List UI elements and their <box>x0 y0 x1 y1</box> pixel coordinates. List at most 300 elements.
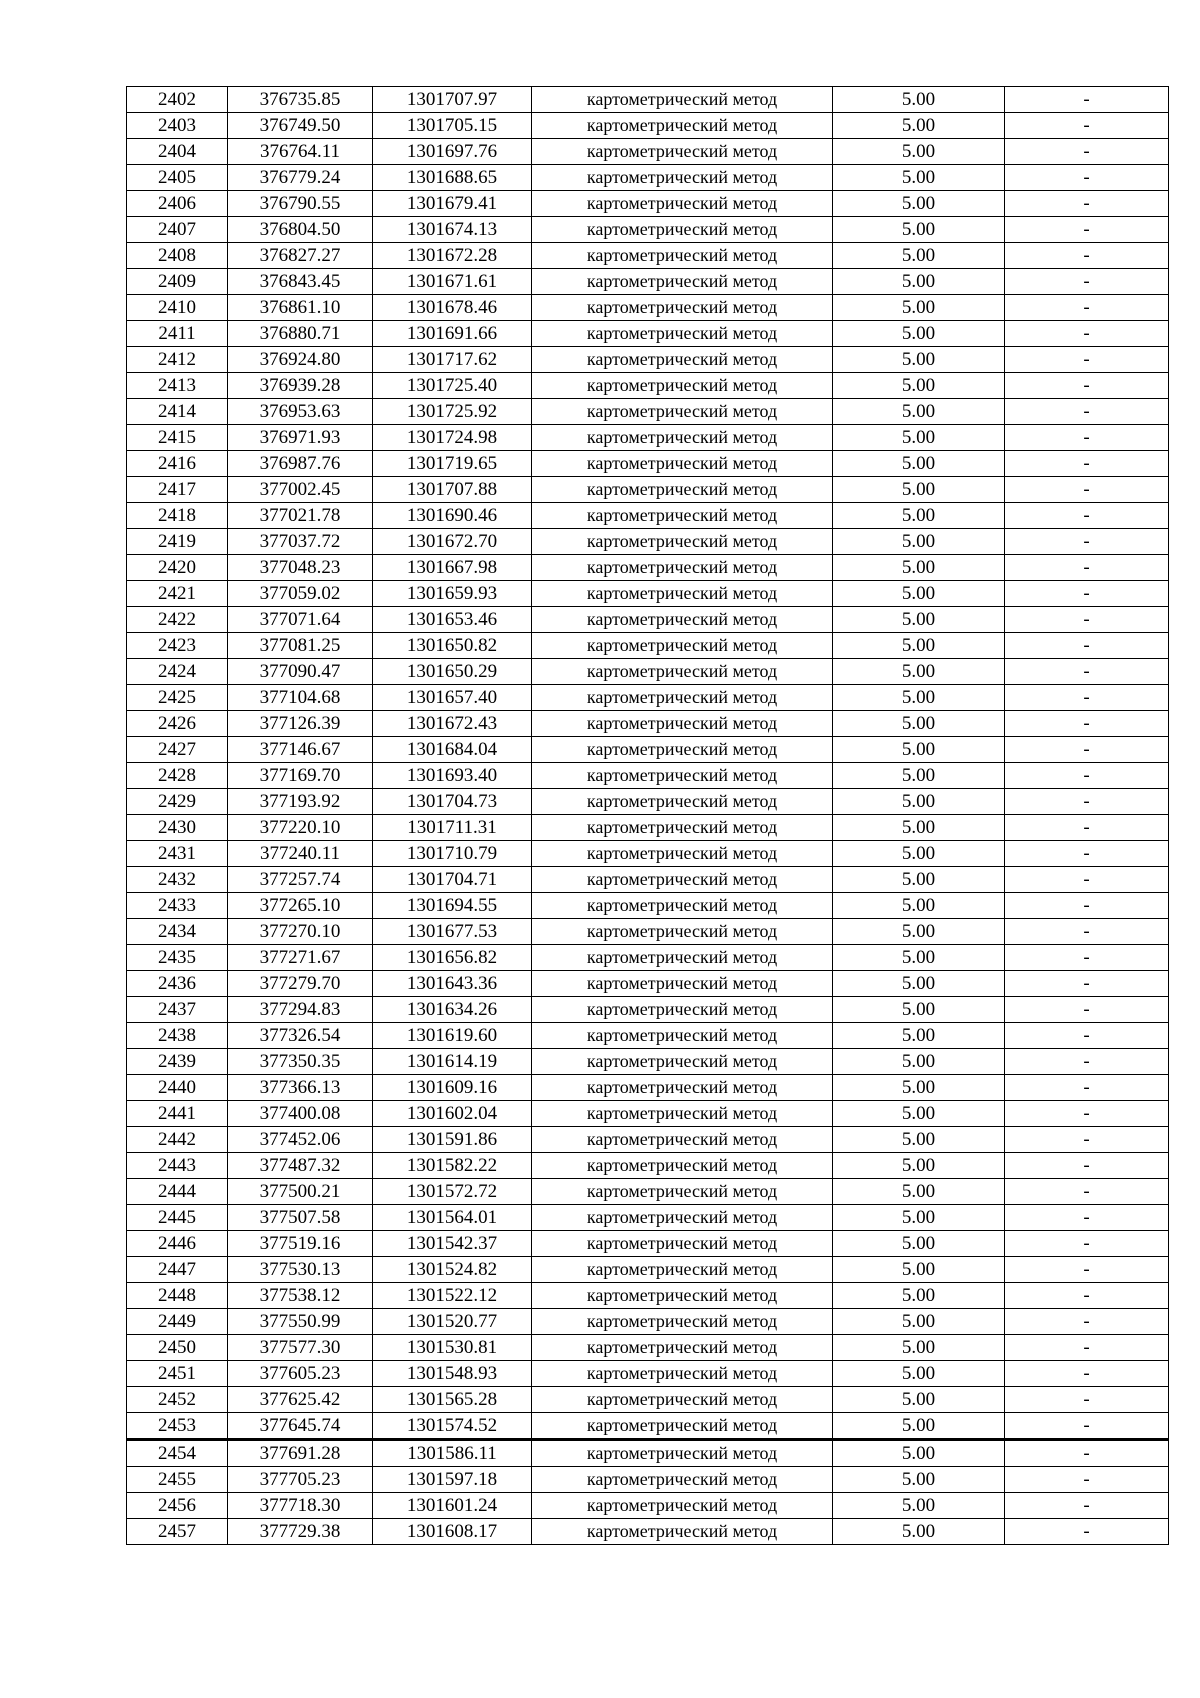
table-row <box>127 451 1169 477</box>
method-cell: картометрический метод <box>532 1231 833 1257</box>
y-coordinate-cell: 1301725.92 <box>373 399 532 425</box>
description-cell: - <box>1005 321 1169 347</box>
table-row <box>127 1413 1169 1440</box>
description-cell: - <box>1005 1361 1169 1387</box>
y-coordinate-cell: 1301725.40 <box>373 373 532 399</box>
description-cell: - <box>1005 919 1169 945</box>
x-coordinate-cell: 376843.45 <box>228 269 373 295</box>
y-coordinate-cell: 1301614.19 <box>373 1049 532 1075</box>
point-number-cell: 2408 <box>127 243 228 269</box>
x-coordinate-cell: 377270.10 <box>228 919 373 945</box>
y-coordinate-cell: 1301520.77 <box>373 1309 532 1335</box>
accuracy-cell: 5.00 <box>833 1257 1005 1283</box>
method-cell: картометрический метод <box>532 555 833 581</box>
table-row <box>127 87 1169 113</box>
x-coordinate-cell: 377605.23 <box>228 1361 373 1387</box>
x-coordinate-cell: 376735.85 <box>228 87 373 113</box>
description-cell: - <box>1005 1049 1169 1075</box>
y-coordinate-cell: 1301705.15 <box>373 113 532 139</box>
x-coordinate-cell: 377240.11 <box>228 841 373 867</box>
x-coordinate-cell: 377090.47 <box>228 659 373 685</box>
method-cell: картометрический метод <box>532 841 833 867</box>
method-cell: картометрический метод <box>532 295 833 321</box>
table-row <box>127 815 1169 841</box>
x-coordinate-cell: 376880.71 <box>228 321 373 347</box>
accuracy-cell: 5.00 <box>833 87 1005 113</box>
point-number-cell: 2434 <box>127 919 228 945</box>
point-number-cell: 2440 <box>127 1075 228 1101</box>
description-cell: - <box>1005 1153 1169 1179</box>
description-cell: - <box>1005 633 1169 659</box>
x-coordinate-cell: 377625.42 <box>228 1387 373 1413</box>
x-coordinate-cell: 377519.16 <box>228 1231 373 1257</box>
description-cell: - <box>1005 217 1169 243</box>
method-cell: картометрический метод <box>532 1440 833 1467</box>
table-row <box>127 1283 1169 1309</box>
point-number-cell: 2409 <box>127 269 228 295</box>
method-cell: картометрический метод <box>532 1075 833 1101</box>
method-cell: картометрический метод <box>532 971 833 997</box>
point-number-cell: 2415 <box>127 425 228 451</box>
x-coordinate-cell: 377169.70 <box>228 763 373 789</box>
description-cell: - <box>1005 555 1169 581</box>
y-coordinate-cell: 1301677.53 <box>373 919 532 945</box>
point-number-cell: 2442 <box>127 1127 228 1153</box>
accuracy-cell: 5.00 <box>833 633 1005 659</box>
description-cell: - <box>1005 867 1169 893</box>
method-cell: картометрический метод <box>532 1361 833 1387</box>
table-row <box>127 529 1169 555</box>
y-coordinate-cell: 1301710.79 <box>373 841 532 867</box>
table-row <box>127 945 1169 971</box>
method-cell: картометрический метод <box>532 945 833 971</box>
table-row <box>127 997 1169 1023</box>
description-cell: - <box>1005 1335 1169 1361</box>
accuracy-cell: 5.00 <box>833 451 1005 477</box>
method-cell: картометрический метод <box>532 1127 833 1153</box>
description-cell: - <box>1005 165 1169 191</box>
method-cell: картометрический метод <box>532 1101 833 1127</box>
accuracy-cell: 5.00 <box>833 763 1005 789</box>
y-coordinate-cell: 1301602.04 <box>373 1101 532 1127</box>
accuracy-cell: 5.00 <box>833 737 1005 763</box>
point-number-cell: 2403 <box>127 113 228 139</box>
point-number-cell: 2457 <box>127 1519 228 1545</box>
x-coordinate-cell: 377705.23 <box>228 1467 373 1493</box>
point-number-cell: 2412 <box>127 347 228 373</box>
point-number-cell: 2451 <box>127 1361 228 1387</box>
point-number-cell: 2405 <box>127 165 228 191</box>
method-cell: картометрический метод <box>532 633 833 659</box>
point-number-cell: 2407 <box>127 217 228 243</box>
method-cell: картометрический метод <box>532 685 833 711</box>
method-cell: картометрический метод <box>532 1257 833 1283</box>
y-coordinate-cell: 1301524.82 <box>373 1257 532 1283</box>
x-coordinate-cell: 377645.74 <box>228 1413 373 1440</box>
table-row <box>127 919 1169 945</box>
y-coordinate-cell: 1301591.86 <box>373 1127 532 1153</box>
y-coordinate-cell: 1301564.01 <box>373 1205 532 1231</box>
x-coordinate-cell: 377550.99 <box>228 1309 373 1335</box>
x-coordinate-cell: 377487.32 <box>228 1153 373 1179</box>
table-body <box>127 87 1169 1545</box>
x-coordinate-cell: 377048.23 <box>228 555 373 581</box>
method-cell: картометрический метод <box>532 1467 833 1493</box>
accuracy-cell: 5.00 <box>833 893 1005 919</box>
method-cell: картометрический метод <box>532 113 833 139</box>
description-cell: - <box>1005 997 1169 1023</box>
table-row <box>127 321 1169 347</box>
description-cell: - <box>1005 1387 1169 1413</box>
description-cell: - <box>1005 425 1169 451</box>
method-cell: картометрический метод <box>532 1387 833 1413</box>
point-number-cell: 2445 <box>127 1205 228 1231</box>
y-coordinate-cell: 1301542.37 <box>373 1231 532 1257</box>
method-cell: картометрический метод <box>532 1049 833 1075</box>
point-number-cell: 2406 <box>127 191 228 217</box>
x-coordinate-cell: 377257.74 <box>228 867 373 893</box>
x-coordinate-cell: 377500.21 <box>228 1179 373 1205</box>
accuracy-cell: 5.00 <box>833 867 1005 893</box>
accuracy-cell: 5.00 <box>833 945 1005 971</box>
point-number-cell: 2443 <box>127 1153 228 1179</box>
x-coordinate-cell: 377021.78 <box>228 503 373 529</box>
method-cell: картометрический метод <box>532 997 833 1023</box>
x-coordinate-cell: 376953.63 <box>228 399 373 425</box>
description-cell: - <box>1005 1101 1169 1127</box>
table-row <box>127 1075 1169 1101</box>
method-cell: картометрический метод <box>532 919 833 945</box>
method-cell: картометрический метод <box>532 165 833 191</box>
accuracy-cell: 5.00 <box>833 841 1005 867</box>
y-coordinate-cell: 1301674.13 <box>373 217 532 243</box>
accuracy-cell: 5.00 <box>833 373 1005 399</box>
method-cell: картометрический метод <box>532 789 833 815</box>
table-row <box>127 1335 1169 1361</box>
table-row <box>127 1519 1169 1545</box>
point-number-cell: 2424 <box>127 659 228 685</box>
description-cell: - <box>1005 451 1169 477</box>
table-row <box>127 113 1169 139</box>
table-row <box>127 867 1169 893</box>
x-coordinate-cell: 376827.27 <box>228 243 373 269</box>
method-cell: картометрический метод <box>532 477 833 503</box>
table-row <box>127 399 1169 425</box>
point-number-cell: 2446 <box>127 1231 228 1257</box>
description-cell: - <box>1005 1075 1169 1101</box>
accuracy-cell: 5.00 <box>833 555 1005 581</box>
method-cell: картометрический метод <box>532 1205 833 1231</box>
x-coordinate-cell: 377452.06 <box>228 1127 373 1153</box>
point-number-cell: 2429 <box>127 789 228 815</box>
point-number-cell: 2423 <box>127 633 228 659</box>
description-cell: - <box>1005 763 1169 789</box>
point-number-cell: 2436 <box>127 971 228 997</box>
accuracy-cell: 5.00 <box>833 789 1005 815</box>
accuracy-cell: 5.00 <box>833 1231 1005 1257</box>
method-cell: картометрический метод <box>532 399 833 425</box>
table-row <box>127 1361 1169 1387</box>
point-number-cell: 2416 <box>127 451 228 477</box>
x-coordinate-cell: 377538.12 <box>228 1283 373 1309</box>
x-coordinate-cell: 377002.45 <box>228 477 373 503</box>
description-cell: - <box>1005 1467 1169 1493</box>
x-coordinate-cell: 376764.11 <box>228 139 373 165</box>
description-cell: - <box>1005 373 1169 399</box>
y-coordinate-cell: 1301672.70 <box>373 529 532 555</box>
x-coordinate-cell: 377507.58 <box>228 1205 373 1231</box>
y-coordinate-cell: 1301707.97 <box>373 87 532 113</box>
y-coordinate-cell: 1301657.40 <box>373 685 532 711</box>
point-number-cell: 2438 <box>127 1023 228 1049</box>
x-coordinate-cell: 377059.02 <box>228 581 373 607</box>
accuracy-cell: 5.00 <box>833 1049 1005 1075</box>
description-cell: - <box>1005 1309 1169 1335</box>
table-row <box>127 1023 1169 1049</box>
x-coordinate-cell: 377279.70 <box>228 971 373 997</box>
method-cell: картометрический метод <box>532 893 833 919</box>
point-number-cell: 2432 <box>127 867 228 893</box>
method-cell: картометрический метод <box>532 529 833 555</box>
point-number-cell: 2420 <box>127 555 228 581</box>
x-coordinate-cell: 377691.28 <box>228 1440 373 1467</box>
y-coordinate-cell: 1301678.46 <box>373 295 532 321</box>
x-coordinate-cell: 377350.35 <box>228 1049 373 1075</box>
accuracy-cell: 5.00 <box>833 919 1005 945</box>
description-cell: - <box>1005 295 1169 321</box>
method-cell: картометрический метод <box>532 139 833 165</box>
accuracy-cell: 5.00 <box>833 217 1005 243</box>
description-cell: - <box>1005 1440 1169 1467</box>
description-cell: - <box>1005 139 1169 165</box>
y-coordinate-cell: 1301653.46 <box>373 607 532 633</box>
x-coordinate-cell: 377577.30 <box>228 1335 373 1361</box>
y-coordinate-cell: 1301586.11 <box>373 1440 532 1467</box>
y-coordinate-cell: 1301619.60 <box>373 1023 532 1049</box>
description-cell: - <box>1005 191 1169 217</box>
accuracy-cell: 5.00 <box>833 139 1005 165</box>
table-row <box>127 1387 1169 1413</box>
accuracy-cell: 5.00 <box>833 243 1005 269</box>
y-coordinate-cell: 1301634.26 <box>373 997 532 1023</box>
point-number-cell: 2411 <box>127 321 228 347</box>
x-coordinate-cell: 377081.25 <box>228 633 373 659</box>
x-coordinate-cell: 377126.39 <box>228 711 373 737</box>
accuracy-cell: 5.00 <box>833 971 1005 997</box>
x-coordinate-cell: 377220.10 <box>228 815 373 841</box>
description-cell: - <box>1005 503 1169 529</box>
accuracy-cell: 5.00 <box>833 425 1005 451</box>
description-cell: - <box>1005 789 1169 815</box>
accuracy-cell: 5.00 <box>833 399 1005 425</box>
table-row <box>127 191 1169 217</box>
table-row <box>127 659 1169 685</box>
accuracy-cell: 5.00 <box>833 1101 1005 1127</box>
point-number-cell: 2422 <box>127 607 228 633</box>
description-cell: - <box>1005 1127 1169 1153</box>
point-number-cell: 2414 <box>127 399 228 425</box>
description-cell: - <box>1005 1413 1169 1440</box>
x-coordinate-cell: 377530.13 <box>228 1257 373 1283</box>
table-row <box>127 893 1169 919</box>
method-cell: картометрический метод <box>532 425 833 451</box>
description-cell: - <box>1005 529 1169 555</box>
x-coordinate-cell: 377729.38 <box>228 1519 373 1545</box>
point-number-cell: 2418 <box>127 503 228 529</box>
x-coordinate-cell: 377104.68 <box>228 685 373 711</box>
accuracy-cell: 5.00 <box>833 1467 1005 1493</box>
point-number-cell: 2419 <box>127 529 228 555</box>
method-cell: картометрический метод <box>532 321 833 347</box>
accuracy-cell: 5.00 <box>833 1440 1005 1467</box>
accuracy-cell: 5.00 <box>833 321 1005 347</box>
y-coordinate-cell: 1301707.88 <box>373 477 532 503</box>
y-coordinate-cell: 1301656.82 <box>373 945 532 971</box>
accuracy-cell: 5.00 <box>833 1493 1005 1519</box>
description-cell: - <box>1005 945 1169 971</box>
method-cell: картометрический метод <box>532 607 833 633</box>
y-coordinate-cell: 1301522.12 <box>373 1283 532 1309</box>
table-row <box>127 971 1169 997</box>
accuracy-cell: 5.00 <box>833 347 1005 373</box>
y-coordinate-cell: 1301711.31 <box>373 815 532 841</box>
table-row <box>127 139 1169 165</box>
point-number-cell: 2453 <box>127 1413 228 1440</box>
y-coordinate-cell: 1301671.61 <box>373 269 532 295</box>
description-cell: - <box>1005 685 1169 711</box>
accuracy-cell: 5.00 <box>833 269 1005 295</box>
table-row <box>127 1309 1169 1335</box>
description-cell: - <box>1005 815 1169 841</box>
table-row <box>127 789 1169 815</box>
table-row <box>127 165 1169 191</box>
table-row <box>127 1231 1169 1257</box>
x-coordinate-cell: 377718.30 <box>228 1493 373 1519</box>
x-coordinate-cell: 377037.72 <box>228 529 373 555</box>
y-coordinate-cell: 1301597.18 <box>373 1467 532 1493</box>
method-cell: картометрический метод <box>532 373 833 399</box>
table-row <box>127 607 1169 633</box>
accuracy-cell: 5.00 <box>833 1283 1005 1309</box>
accuracy-cell: 5.00 <box>833 1153 1005 1179</box>
method-cell: картометрический метод <box>532 347 833 373</box>
accuracy-cell: 5.00 <box>833 1205 1005 1231</box>
accuracy-cell: 5.00 <box>833 1519 1005 1545</box>
table-row <box>127 581 1169 607</box>
point-number-cell: 2444 <box>127 1179 228 1205</box>
point-number-cell: 2448 <box>127 1283 228 1309</box>
method-cell: картометрический метод <box>532 269 833 295</box>
y-coordinate-cell: 1301650.29 <box>373 659 532 685</box>
table-row <box>127 633 1169 659</box>
table-row <box>127 269 1169 295</box>
x-coordinate-cell: 376749.50 <box>228 113 373 139</box>
accuracy-cell: 5.00 <box>833 1361 1005 1387</box>
y-coordinate-cell: 1301609.16 <box>373 1075 532 1101</box>
point-number-cell: 2454 <box>127 1440 228 1467</box>
point-number-cell: 2433 <box>127 893 228 919</box>
accuracy-cell: 5.00 <box>833 685 1005 711</box>
table-row <box>127 425 1169 451</box>
point-number-cell: 2437 <box>127 997 228 1023</box>
y-coordinate-cell: 1301672.28 <box>373 243 532 269</box>
point-number-cell: 2449 <box>127 1309 228 1335</box>
accuracy-cell: 5.00 <box>833 997 1005 1023</box>
accuracy-cell: 5.00 <box>833 1309 1005 1335</box>
description-cell: - <box>1005 347 1169 373</box>
table-row <box>127 1153 1169 1179</box>
method-cell: картометрический метод <box>532 243 833 269</box>
y-coordinate-cell: 1301694.55 <box>373 893 532 919</box>
x-coordinate-cell: 376861.10 <box>228 295 373 321</box>
point-number-cell: 2426 <box>127 711 228 737</box>
table-row <box>127 763 1169 789</box>
table-row <box>127 1493 1169 1519</box>
y-coordinate-cell: 1301704.71 <box>373 867 532 893</box>
y-coordinate-cell: 1301667.98 <box>373 555 532 581</box>
y-coordinate-cell: 1301672.43 <box>373 711 532 737</box>
point-number-cell: 2410 <box>127 295 228 321</box>
point-number-cell: 2430 <box>127 815 228 841</box>
table-row <box>127 685 1169 711</box>
description-cell: - <box>1005 477 1169 503</box>
table-row <box>127 243 1169 269</box>
point-number-cell: 2417 <box>127 477 228 503</box>
method-cell: картометрический метод <box>532 1309 833 1335</box>
method-cell: картометрический метод <box>532 711 833 737</box>
method-cell: картометрический метод <box>532 1413 833 1440</box>
table-row <box>127 1205 1169 1231</box>
table-row <box>127 1101 1169 1127</box>
table-row <box>127 555 1169 581</box>
accuracy-cell: 5.00 <box>833 1023 1005 1049</box>
y-coordinate-cell: 1301659.93 <box>373 581 532 607</box>
description-cell: - <box>1005 399 1169 425</box>
y-coordinate-cell: 1301530.81 <box>373 1335 532 1361</box>
method-cell: картометрический метод <box>532 581 833 607</box>
method-cell: картометрический метод <box>532 1335 833 1361</box>
description-cell: - <box>1005 893 1169 919</box>
description-cell: - <box>1005 711 1169 737</box>
point-number-cell: 2421 <box>127 581 228 607</box>
table-row <box>127 217 1169 243</box>
coordinates-table <box>126 86 1169 1545</box>
accuracy-cell: 5.00 <box>833 529 1005 555</box>
description-cell: - <box>1005 607 1169 633</box>
x-coordinate-cell: 377326.54 <box>228 1023 373 1049</box>
method-cell: картометрический метод <box>532 1283 833 1309</box>
y-coordinate-cell: 1301548.93 <box>373 1361 532 1387</box>
point-number-cell: 2402 <box>127 87 228 113</box>
accuracy-cell: 5.00 <box>833 113 1005 139</box>
accuracy-cell: 5.00 <box>833 165 1005 191</box>
accuracy-cell: 5.00 <box>833 607 1005 633</box>
method-cell: картометрический метод <box>532 659 833 685</box>
y-coordinate-cell: 1301719.65 <box>373 451 532 477</box>
accuracy-cell: 5.00 <box>833 659 1005 685</box>
method-cell: картометрический метод <box>532 503 833 529</box>
y-coordinate-cell: 1301572.72 <box>373 1179 532 1205</box>
x-coordinate-cell: 377265.10 <box>228 893 373 919</box>
point-number-cell: 2447 <box>127 1257 228 1283</box>
point-number-cell: 2450 <box>127 1335 228 1361</box>
table-row <box>127 1049 1169 1075</box>
accuracy-cell: 5.00 <box>833 1127 1005 1153</box>
table-row <box>127 841 1169 867</box>
accuracy-cell: 5.00 <box>833 815 1005 841</box>
description-cell: - <box>1005 243 1169 269</box>
description-cell: - <box>1005 971 1169 997</box>
